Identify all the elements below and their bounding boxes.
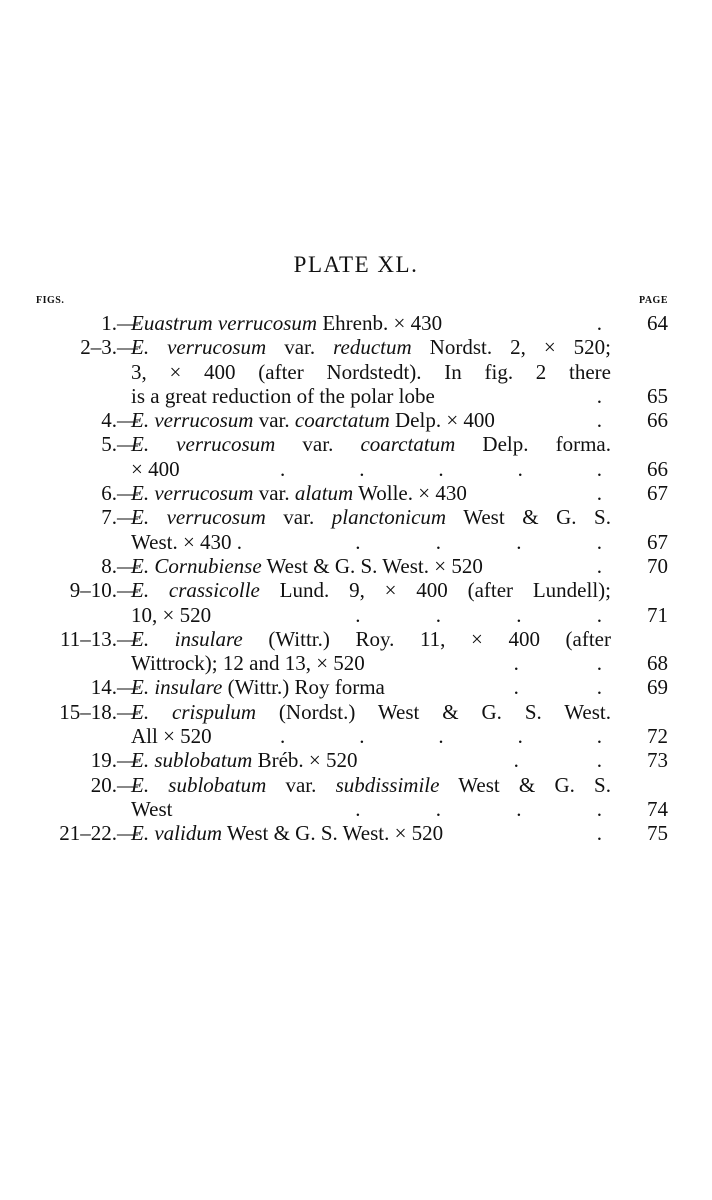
figure-entry [0,554,712,578]
page-number: 65 [647,383,668,408]
figure-number: 19.— [90,748,138,773]
entry-description [131,578,611,602]
taxon-name: E. sublobatum [131,748,253,773]
taxon-name: alatum [294,481,354,506]
description-text: × 400 [131,456,180,481]
description-text: Delp. forma. [455,432,611,457]
entry-line [0,700,712,724]
leader-dots: . . . . [355,796,602,821]
description-text: is a great reduction of the polar lobe [131,383,435,408]
entry-description [131,627,611,651]
figure-number: 4.— [101,408,138,433]
taxon-name: E. verrucosum [131,432,276,457]
description-text: West & G. S. [446,505,611,530]
figure-entry [0,408,712,432]
page-number: 70 [647,553,668,578]
entry-line [0,627,712,651]
entry-description [131,505,611,529]
figure-number: 8.— [101,553,138,578]
description-text: var. [253,481,295,506]
description-text: West. × 430 . [131,529,243,554]
entry-description [131,773,611,797]
figure-entry [0,578,712,627]
description-text: (Wittr.) Roy. 11, × 400 (after [242,626,612,651]
figs-column-header: FIGS. [36,295,65,306]
entry-description [131,603,211,627]
entry-line [0,821,712,845]
figure-number: 15–18.— [59,699,138,724]
entry-line [0,505,712,529]
page-number: 72 [647,724,668,749]
taxon-name: E. crispulum [131,699,256,724]
leader-dots: . [596,408,602,433]
taxon-name: E. verrucosum [131,408,254,433]
entry-line [0,384,712,408]
figure-number: 21–22.— [59,821,138,846]
description-text: Ehrenb. × 430 [317,311,443,335]
entry-line [0,457,712,481]
page-number: 67 [647,529,668,554]
description-text: West [131,796,173,821]
taxon-name: E. insulare [131,626,243,651]
entry-description [131,700,611,724]
description-text: Nordst. 2, × 520; [411,335,611,360]
entry-line [0,675,712,699]
figure-entry [0,748,712,772]
page-number: 74 [647,796,668,821]
description-text: 10, × 520 [131,602,212,627]
figure-entry [0,627,712,676]
page-number: 64 [647,311,668,335]
taxon-name: E. crassicolle [131,578,260,603]
figure-entry [0,311,712,335]
page-number: 67 [647,481,668,506]
taxon-name: coarctatum [294,408,390,433]
entry-description [131,724,212,748]
leader-dots: . [596,821,602,846]
leader-dots: . . [513,651,602,676]
page-number: 71 [647,602,668,627]
entry-line [0,335,712,359]
figure-number: 1.— [101,311,138,335]
description-text: (Nordst.) West & G. S. West. [256,699,611,724]
taxon-name: E. sublobatum [131,772,267,797]
entry-line [0,530,712,554]
figure-number: 7.— [101,505,138,530]
description-text: Bréb. × 520 [252,748,358,773]
leader-dots: . . . . . [280,724,602,749]
taxon-name: E. verrucosum [131,481,254,506]
figure-entry [0,675,712,699]
page-number: 75 [647,821,668,846]
entry-line [0,748,712,772]
entry-line [0,360,712,384]
figure-number: 6.— [101,481,138,506]
entry-description [131,335,611,359]
figure-entry [0,432,712,481]
figure-entry [0,335,712,408]
entry-description [131,457,180,481]
page-number: 69 [647,675,668,700]
description-text: var. [275,432,361,457]
entry-line [0,432,712,456]
description-text: Lund. 9, × 400 (after Lundell); [259,578,611,603]
page-number: 73 [647,748,668,773]
leader-dots: . . . . . [280,456,602,481]
entry-description [131,530,242,554]
figure-entry [0,505,712,554]
leader-dots: . . [513,748,602,773]
description-text: Wolle. × 430 [353,481,467,506]
entry-line [0,773,712,797]
taxon-name: E. verrucosum [131,505,266,530]
description-text: Delp. × 400 [389,408,495,433]
leader-dots: . . . . [355,602,602,627]
description-text: All × 520 [131,724,212,749]
figure-number: 14.— [90,675,138,700]
taxon-name: Euastrum verrucosum [131,311,318,335]
description-text: West & G. S. West. × 520 [221,821,444,846]
entry-description [131,360,611,384]
taxon-name: coarctatum [360,432,456,457]
figure-number: 2–3.— [80,335,138,360]
entry-line [0,311,712,335]
taxon-name: E. insulare [131,675,223,700]
entry-line [0,408,712,432]
entry-description [131,432,611,456]
plate-title: PLATE XL. [293,252,419,277]
taxon-name: reductum [333,335,412,360]
description-text: 3, × 400 (after Nordstedt). In fig. 2 there [131,359,611,384]
entry-line [0,481,712,505]
figure-entry [0,821,712,845]
description-text: var. [266,335,334,360]
taxon-name: E. verrucosum [131,335,267,360]
description-text: West & G. S. West. × 520 [261,553,483,578]
page-number: 66 [647,456,668,481]
figure-number: 5.— [101,432,138,457]
entry-line [0,724,712,748]
description-text: (Wittr.) Roy forma [222,675,385,700]
entry-line [0,797,712,821]
figure-number: 20.— [90,772,138,797]
entry-line [0,603,712,627]
figure-entry [0,700,712,749]
plate-figure-list [0,311,712,846]
figure-number: 9–10.— [69,578,138,603]
leader-dots: . [596,481,602,506]
page-number: 68 [647,651,668,676]
taxon-name: planctonicum [331,505,447,530]
leader-dots: . [596,383,602,408]
leader-dots: . [596,311,602,335]
entry-description [131,797,172,821]
entry-line [0,651,712,675]
description-text: West & G. S. [439,772,611,797]
entry-line [0,554,712,578]
description-text: Wittrock); 12 and 13, × 520 [131,651,365,676]
description-text: var. [253,408,295,433]
leader-dots: . . [513,675,602,700]
leader-dots: . [596,553,602,578]
taxon-name: subdissimile [335,772,440,797]
leader-dots: . . . . [355,529,602,554]
taxon-name: E. validum [131,821,222,846]
description-text: var. [265,505,332,530]
description-text: var. [266,772,336,797]
entry-line [0,578,712,602]
figure-number: 11–13.— [60,626,138,651]
figure-entry [0,773,712,822]
page-number: 66 [647,408,668,433]
taxon-name: E. Cornubiense [131,553,262,578]
page-column-header: PAGE [638,295,668,306]
figure-entry [0,481,712,505]
